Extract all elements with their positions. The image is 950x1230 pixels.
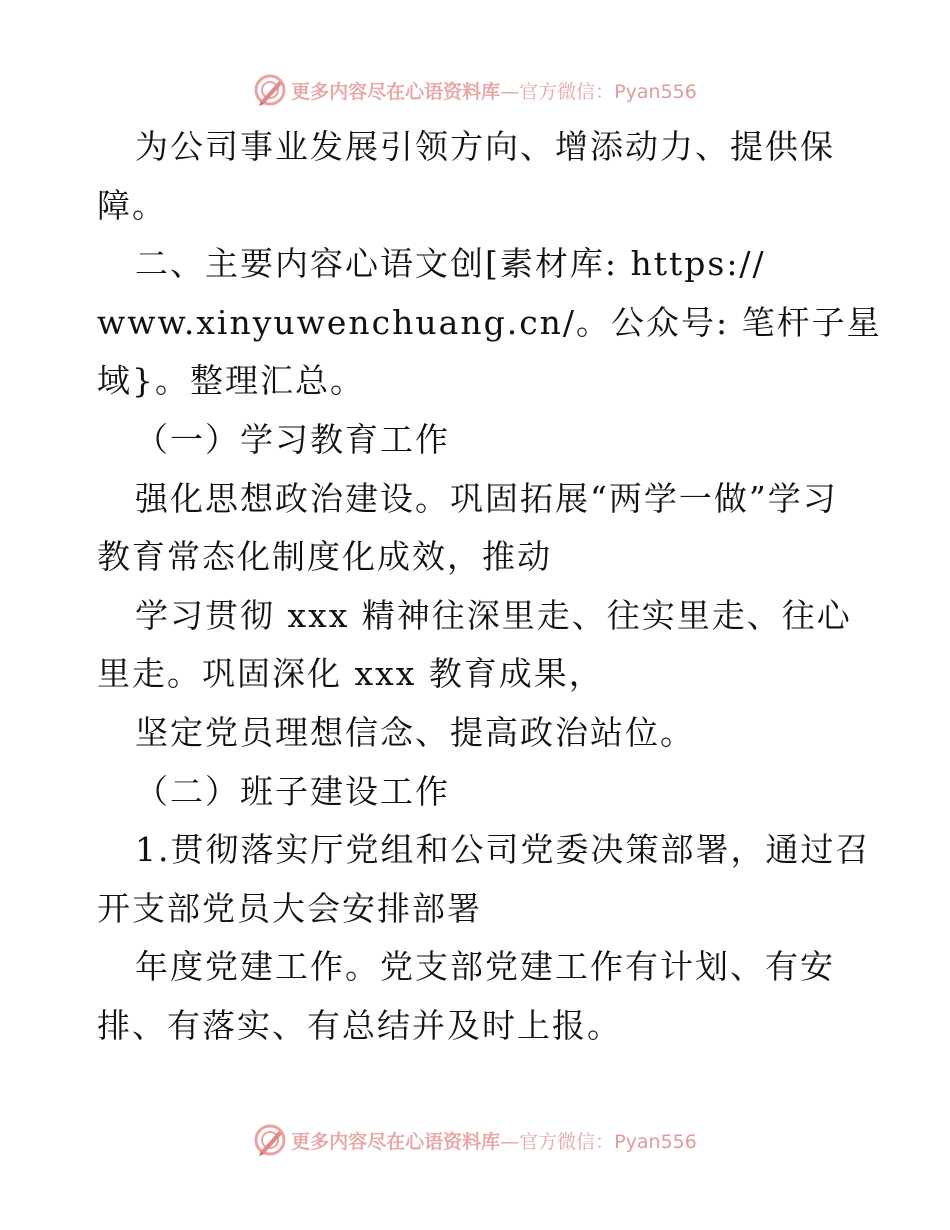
paragraph-line: 障。 [97, 185, 167, 225]
document-body [97, 118, 882, 1056]
paragraph-line: 为公司事业发展引领方向、增添动力、提供保 [135, 127, 835, 166]
watermark-text: 更多内容尽在心语资料库—官方微信：Pyan556 [291, 80, 697, 103]
paragraph-line: www.xinyuwenchuang.cn/。公众号: 笔杆子星 [97, 302, 882, 342]
paragraph-line: 开支部党员大会安排部署 [97, 888, 482, 928]
section-heading: （二）班子建设工作 [135, 771, 450, 811]
paragraph-line: 排、有落实、有总结并及时上报。 [97, 1005, 622, 1045]
pen-logo-icon [253, 73, 287, 107]
paragraph-line: 二、主要内容心语文创[素材库: https:// [135, 244, 766, 284]
paragraph-line: 教育常态化制度化成效，推动 [97, 537, 552, 577]
paragraph-line: 坚定党员理想信念、提高政治站位。 [135, 712, 695, 752]
watermark-text: 更多内容尽在心语资料库—官方微信：Pyan556 [291, 1130, 697, 1153]
paragraph-line: 里走。巩固深化 xxx 教育成果， [97, 654, 604, 694]
paragraph-line: 域}。整理汇总。 [97, 361, 365, 401]
paragraph-line: 学习贯彻 xxx 精神往深里走、往实里走、往心 [135, 595, 852, 635]
header-watermark [0, 70, 950, 110]
paragraph-line: 年度党建工作。党支部党建工作有计划、有安 [135, 947, 835, 987]
footer-watermark [0, 1120, 950, 1160]
paragraph-line: 强化思想政治建设。巩固拓展“两学一做”学习 [135, 478, 838, 518]
paragraph-line: 1.贯彻落实厅党组和公司党委决策部署，通过召 [135, 830, 871, 870]
section-heading: （一）学习教育工作 [135, 419, 450, 459]
pen-logo-icon [253, 1123, 287, 1157]
